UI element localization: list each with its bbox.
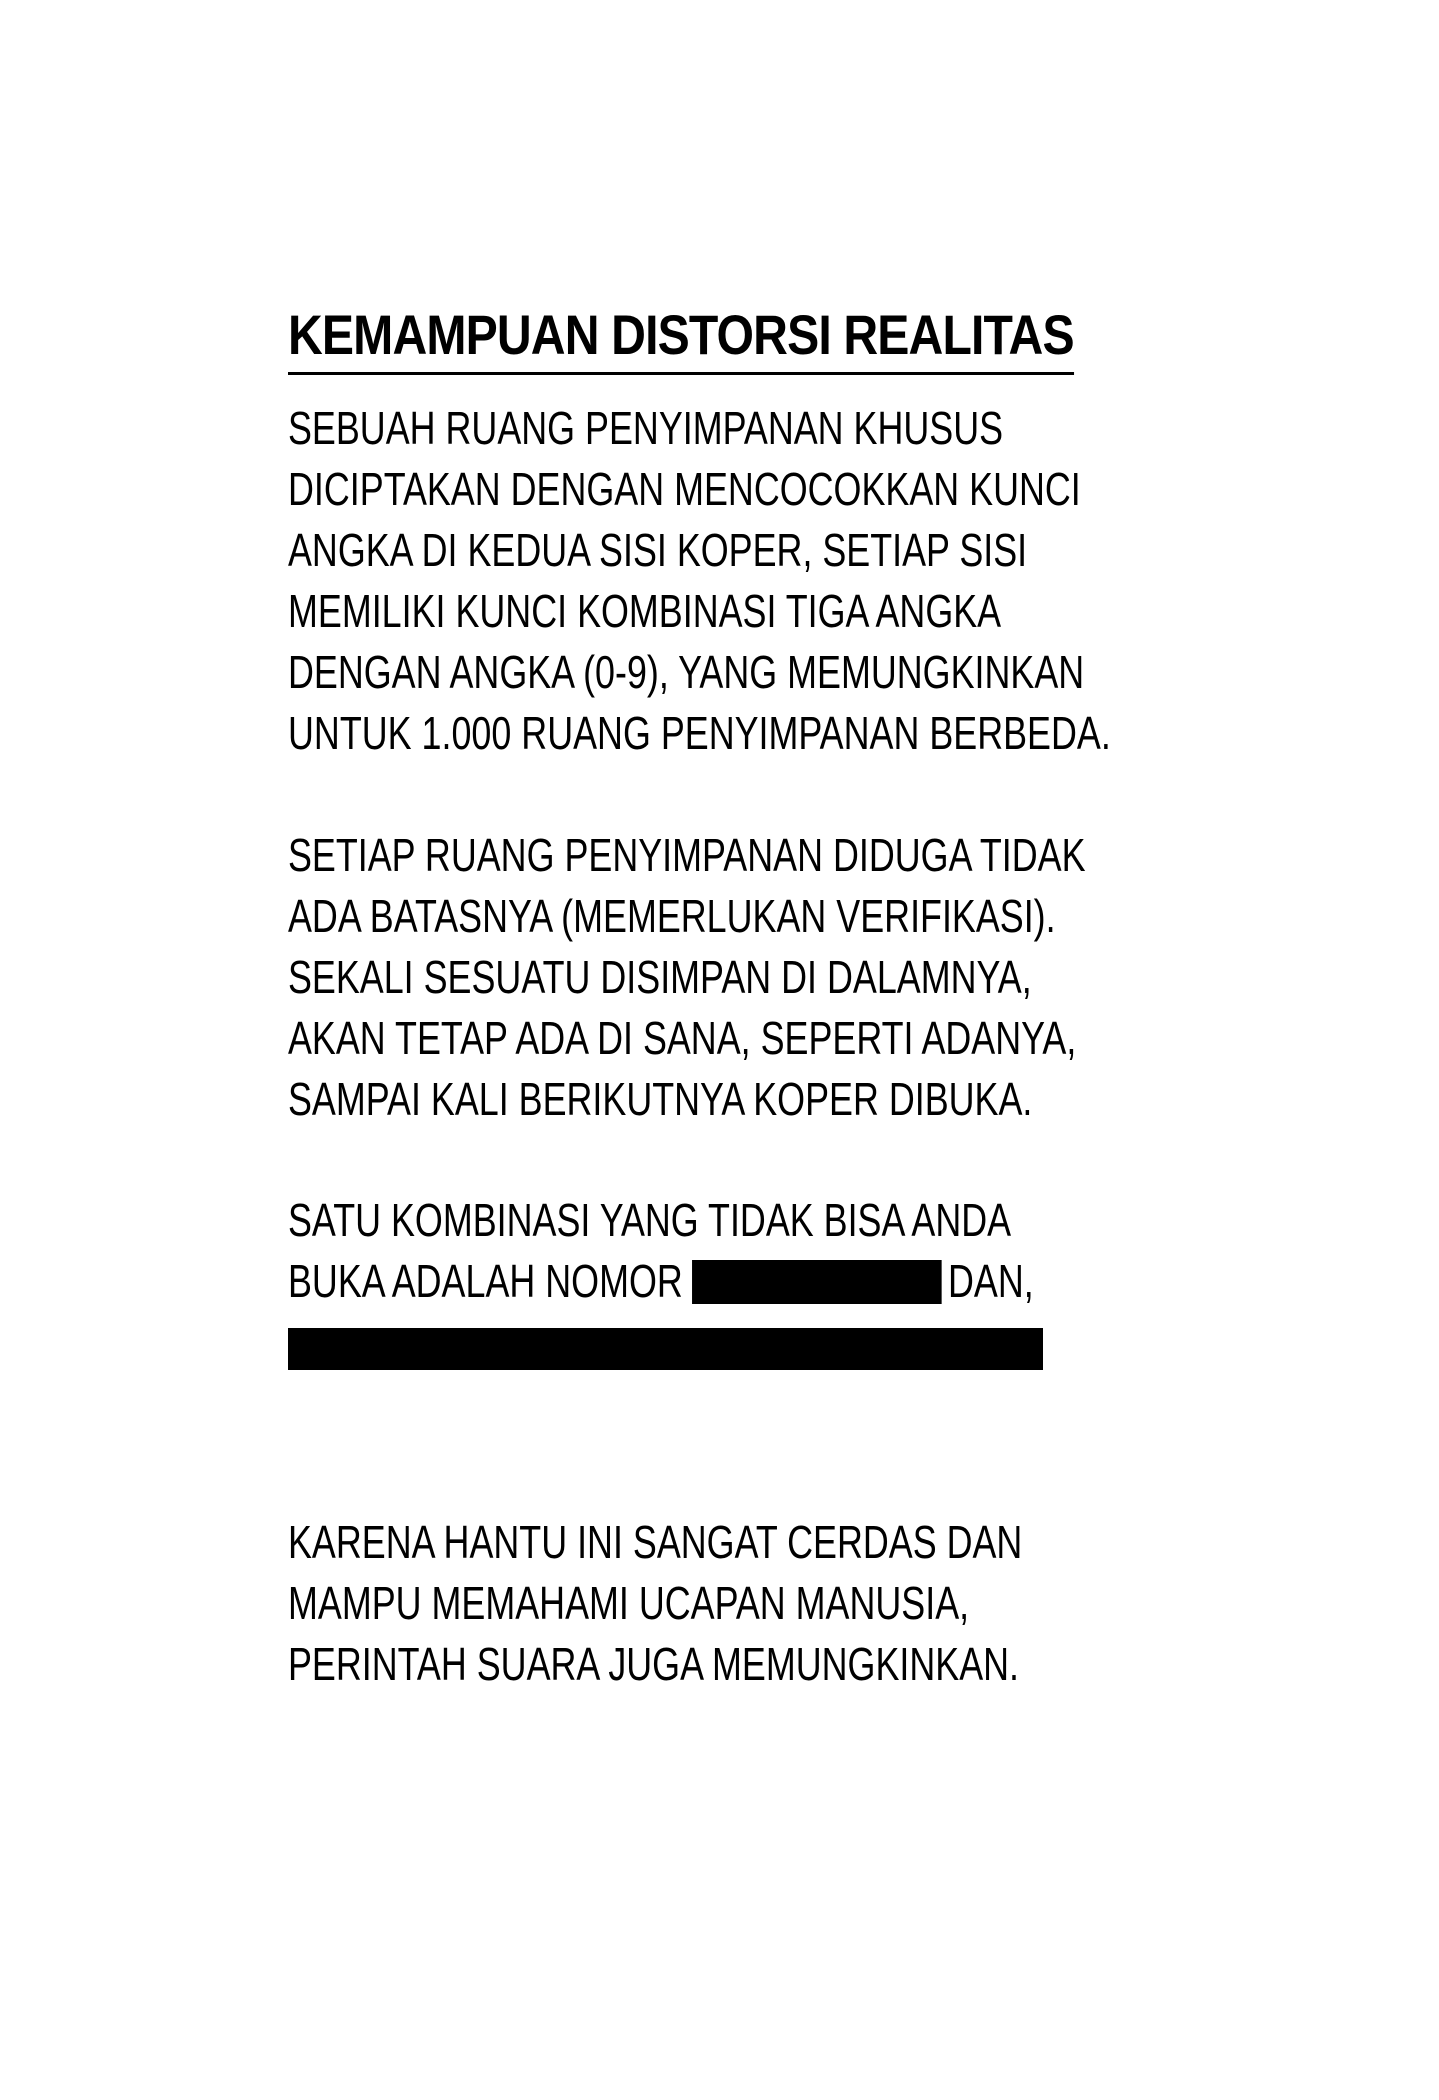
- paragraph-voice-command: [288, 1512, 1229, 1695]
- redaction-bar-full-line: [288, 1328, 1043, 1370]
- text-line: MEMILIKI KUNCI KOMBINASI TIGA ANGKA: [288, 585, 1002, 637]
- redaction-bar-inline: [692, 1260, 942, 1304]
- text-line: DENGAN ANGKA (0-9), YANG MEMUNGKINKAN: [288, 646, 1085, 698]
- text-line: SATU KOMBINASI YANG TIDAK BISA ANDA: [288, 1194, 1012, 1246]
- text-line: KARENA HANTU INI SANGAT CERDAS DAN: [288, 1516, 1023, 1568]
- text-line: SETIAP RUANG PENYIMPANAN DIDUGA TIDAK: [288, 829, 1086, 881]
- text-line: SEBUAH RUANG PENYIMPANAN KHUSUS: [288, 402, 1004, 454]
- paragraph-locked-combination: [288, 1190, 1244, 1312]
- text-line: SEKALI SESUATU DISIMPAN DI DALAMNYA,: [288, 951, 1032, 1003]
- text-fragment: DAN,: [947, 1255, 1034, 1307]
- document-content: [288, 300, 1288, 1690]
- text-line: DICIPTAKAN DENGAN MENCOCOKKAN KUNCI: [288, 463, 1081, 515]
- paragraph-storage-description: [288, 398, 1343, 764]
- text-line: ADA BATASNYA (MEMERLUKAN VERIFIKASI).: [288, 890, 1056, 942]
- text-line: AKAN TETAP ADA DI SANA, SEPERTI ADANYA,: [288, 1012, 1077, 1064]
- section-title: KEMAMPUAN DISTORSI REALITAS: [288, 300, 1074, 375]
- text-line: SAMPAI KALI BERIKUTNYA KOPER DIBUKA.: [288, 1073, 1033, 1125]
- text-line: UNTUK 1.000 RUANG PENYIMPANAN BERBEDA.: [288, 707, 1111, 759]
- text-fragment: BUKA ADALAH NOMOR: [288, 1255, 683, 1307]
- text-line: ANGKA DI KEDUA SISI KOPER, SETIAP SISI: [288, 524, 1028, 576]
- paragraph-storage-limits: [288, 825, 1310, 1130]
- text-line: PERINTAH SUARA JUGA MEMUNGKINKAN.: [288, 1638, 1020, 1690]
- text-line: MAMPU MEMAHAMI UCAPAN MANUSIA,: [288, 1577, 970, 1629]
- text-line-with-redaction: [288, 1251, 1034, 1312]
